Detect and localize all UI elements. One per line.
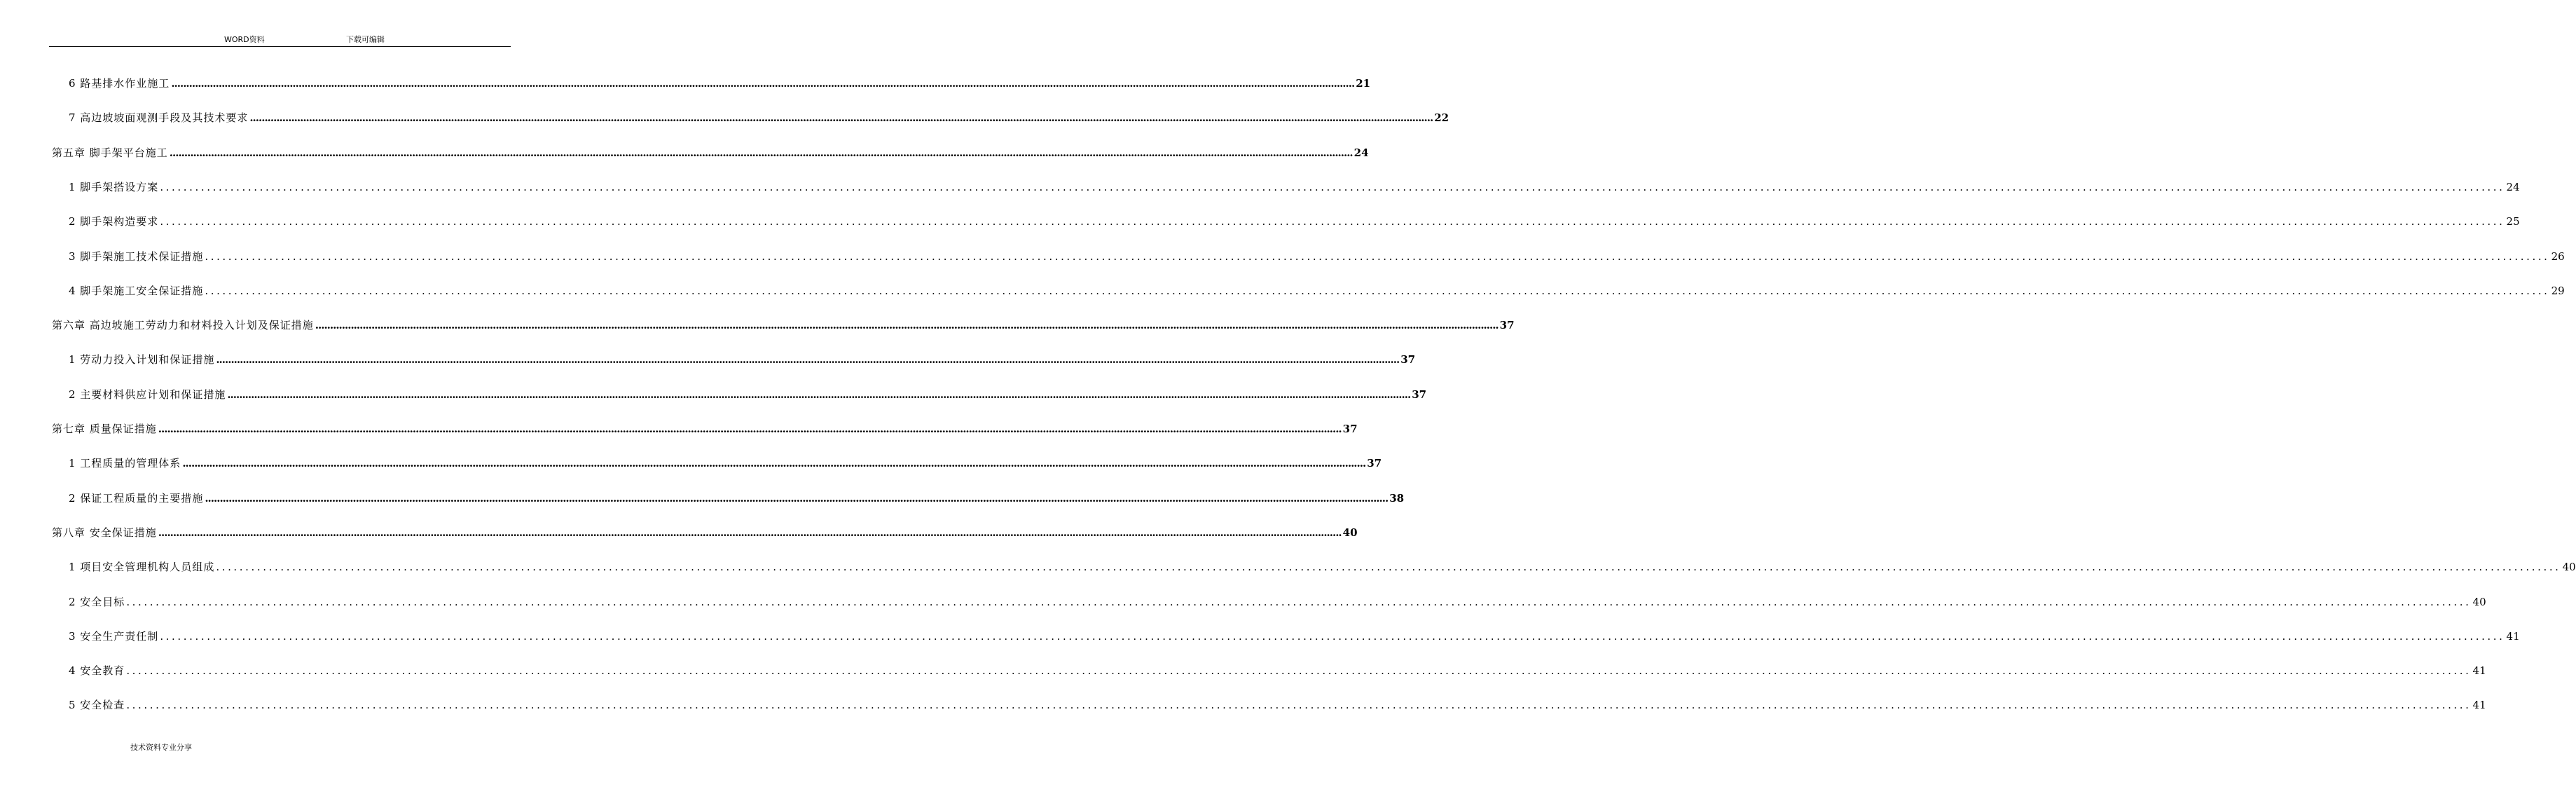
toc-entry-title: 7 高边坡坡面观测手段及其技术要求: [69, 111, 249, 124]
toc-entry[interactable]: [52, 142, 1369, 159]
toc-entry-page-number: 41: [2472, 664, 2486, 677]
toc-entry-page-number: 25: [2506, 215, 2520, 228]
toc-dot-leader: ................................................................................................................................................................................................................................................................................................................................................................................................................: [182, 457, 1366, 470]
toc-entry-title: 2 主要材料供应计划和保证措施: [69, 388, 226, 401]
toc-dot-leader: ................................................................................................................................................................................................................................................................................................................................................................................................................: [126, 699, 2472, 711]
toc-entry-title: 1 劳动力投入计划和保证措施: [69, 353, 215, 366]
toc-dot-leader: ................................................................................................................................................................................................................................................................................................................................................................................................................: [160, 215, 2505, 228]
toc-entry-page-number: 37: [1342, 423, 1358, 435]
toc-entry-page-number: 26: [2551, 250, 2565, 263]
toc-entry-page-number: 38: [1389, 492, 1405, 505]
toc-entry-page-number: 22: [1434, 111, 1449, 124]
toc-entry[interactable]: [69, 626, 2520, 643]
toc-dot-leader: ................................................................................................................................................................................................................................................................................................................................................................................................................: [227, 388, 1411, 401]
toc-dot-leader: ................................................................................................................................................................................................................................................................................................................................................................................................................: [216, 353, 1400, 366]
toc-entry[interactable]: [69, 280, 2565, 297]
toc-entry[interactable]: [69, 453, 1382, 470]
toc-entry-title: 1 脚手架搭设方案: [69, 181, 159, 193]
toc-dot-leader: ................................................................................................................................................................................................................................................................................................................................................................................................................: [169, 146, 1353, 159]
toc-entry[interactable]: [69, 591, 2486, 608]
toc-entry-title: 1 工程质量的管理体系: [69, 457, 181, 470]
header-left-text: WORD资料: [224, 35, 265, 44]
toc-entry[interactable]: [69, 384, 1427, 401]
toc-entry-page-number: 40: [2472, 596, 2486, 608]
toc-entry[interactable]: [69, 107, 1449, 124]
toc-entry-page-number: 21: [1356, 77, 1371, 90]
toc-dot-leader: ................................................................................................................................................................................................................................................................................................................................................................................................................: [315, 319, 1499, 331]
toc-dot-leader: ................................................................................................................................................................................................................................................................................................................................................................................................................: [158, 423, 1342, 435]
toc-entry-page-number: 37: [1400, 353, 1416, 366]
toc-entry-page-number: 40: [2562, 561, 2576, 573]
toc-dot-leader: ................................................................................................................................................................................................................................................................................................................................................................................................................: [160, 630, 2505, 643]
page-footer: 技术资料专业分享: [130, 743, 192, 752]
toc-entry[interactable]: [52, 418, 1358, 435]
page-header: [49, 34, 511, 47]
toc-entry-title: 4 脚手架施工安全保证措施: [69, 285, 204, 297]
toc-entry-page-number: 40: [1342, 526, 1358, 539]
toc-dot-leader: ................................................................................................................................................................................................................................................................................................................................................................................................................: [205, 250, 2550, 263]
toc-entry-title: 5 安全检查: [69, 699, 125, 711]
toc-entry-page-number: 24: [1354, 146, 1369, 159]
toc-dot-leader: ................................................................................................................................................................................................................................................................................................................................................................................................................: [126, 596, 2472, 608]
toc-entry-page-number: 37: [1499, 319, 1515, 331]
toc-entry[interactable]: [69, 694, 2486, 711]
toc-entry-title: 3 安全生产责任制: [69, 630, 159, 643]
toc-dot-leader: ................................................................................................................................................................................................................................................................................................................................................................................................................: [205, 492, 1389, 505]
toc-entry-title: 第七章 质量保证措施: [52, 423, 157, 435]
toc-entry-title: 2 保证工程质量的主要措施: [69, 492, 204, 505]
header-right-text: 下载可编辑: [346, 35, 385, 44]
toc-entry[interactable]: [69, 660, 2486, 677]
toc-entry[interactable]: [69, 349, 1416, 366]
toc-entry-page-number: 29: [2551, 285, 2565, 297]
toc-dot-leader: ................................................................................................................................................................................................................................................................................................................................................................................................................: [205, 285, 2550, 297]
toc-entry-title: 6 路基排水作业施工: [69, 77, 170, 90]
toc-entry-page-number: 41: [2506, 630, 2520, 643]
toc-dot-leader: ................................................................................................................................................................................................................................................................................................................................................................................................................: [158, 526, 1342, 539]
toc-entry-page-number: 37: [1367, 457, 1382, 470]
toc-entry-title: 第六章 高边坡施工劳动力和材料投入计划及保证措施: [52, 319, 314, 331]
toc-entry-title: 2 脚手架构造要求: [69, 215, 159, 228]
toc-entry-title: 2 安全目标: [69, 596, 125, 608]
toc-entry[interactable]: [69, 73, 1371, 90]
toc-entry-title: 第八章 安全保证措施: [52, 526, 157, 539]
toc-dot-leader: ................................................................................................................................................................................................................................................................................................................................................................................................................: [160, 181, 2505, 193]
toc-dot-leader: ................................................................................................................................................................................................................................................................................................................................................................................................................: [171, 77, 1355, 90]
toc-entry-page-number: 37: [1412, 388, 1427, 401]
toc-entry[interactable]: [69, 556, 2576, 573]
toc-entry[interactable]: [52, 522, 1358, 539]
toc-entry-title: 4 安全教育: [69, 664, 125, 677]
toc-entry[interactable]: [69, 488, 1405, 505]
toc-dot-leader: ................................................................................................................................................................................................................................................................................................................................................................................................................: [249, 111, 1433, 124]
toc-dot-leader: ................................................................................................................................................................................................................................................................................................................................................................................................................: [126, 664, 2472, 677]
toc-entry-title: 1 项目安全管理机构人员组成: [69, 561, 215, 573]
toc-entry[interactable]: [69, 177, 2520, 193]
toc-entry-page-number: 24: [2506, 181, 2520, 193]
toc-entry-page-number: 41: [2472, 699, 2486, 711]
toc-dot-leader: ................................................................................................................................................................................................................................................................................................................................................................................................................: [216, 561, 2561, 573]
toc-entry[interactable]: [69, 246, 2565, 263]
toc-entry[interactable]: [52, 315, 1515, 331]
toc-entry-title: 3 脚手架施工技术保证措施: [69, 250, 204, 263]
toc-entry-title: 第五章 脚手架平台施工: [52, 146, 168, 159]
toc-entry[interactable]: [69, 211, 2520, 228]
